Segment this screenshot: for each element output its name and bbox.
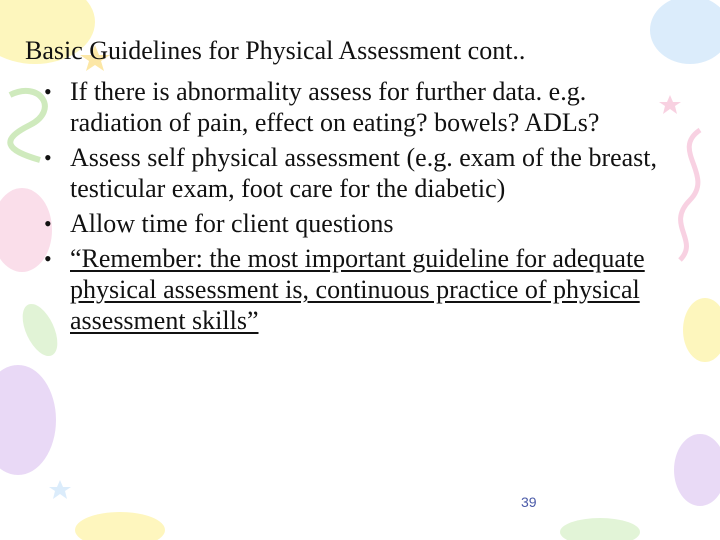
balloon-decoration <box>560 518 640 540</box>
swirl-decoration <box>680 130 700 260</box>
bullet-item <box>40 208 680 239</box>
balloon-decoration <box>75 512 165 540</box>
bullet-item <box>40 243 680 336</box>
bullet-item <box>40 76 680 138</box>
bullet-dot: • <box>44 79 52 104</box>
bullet-dot: • <box>44 211 52 236</box>
page-number: 39 <box>521 494 537 510</box>
slide-title: Basic Guidelines for Physical Assessment cont.. <box>25 36 526 65</box>
bullet-text: Allow time for client questions <box>70 209 394 238</box>
bullet-text: If there is abnormality assess for further data. e.g. radiation of pain, effect on eating? bowels? ADLs? <box>70 77 600 137</box>
bullet-text: Assess self physical assessment (e.g. exam of the breast, testicular exam, foot care for the diabetic) <box>70 143 658 203</box>
bullet-list <box>40 76 680 340</box>
bullet-item <box>40 142 680 204</box>
balloon-decoration <box>0 365 56 475</box>
bullet-text-quote: “Remember: the most important guideline for adequate physical assessment is, continuous practice of physical assessment skills” <box>70 244 645 335</box>
balloon-decoration <box>674 434 720 506</box>
star-decoration <box>49 480 71 499</box>
balloon-decoration <box>683 298 720 362</box>
balloon-decoration <box>650 0 720 64</box>
bullet-dot: • <box>44 145 52 170</box>
bullet-dot: • <box>44 246 52 271</box>
